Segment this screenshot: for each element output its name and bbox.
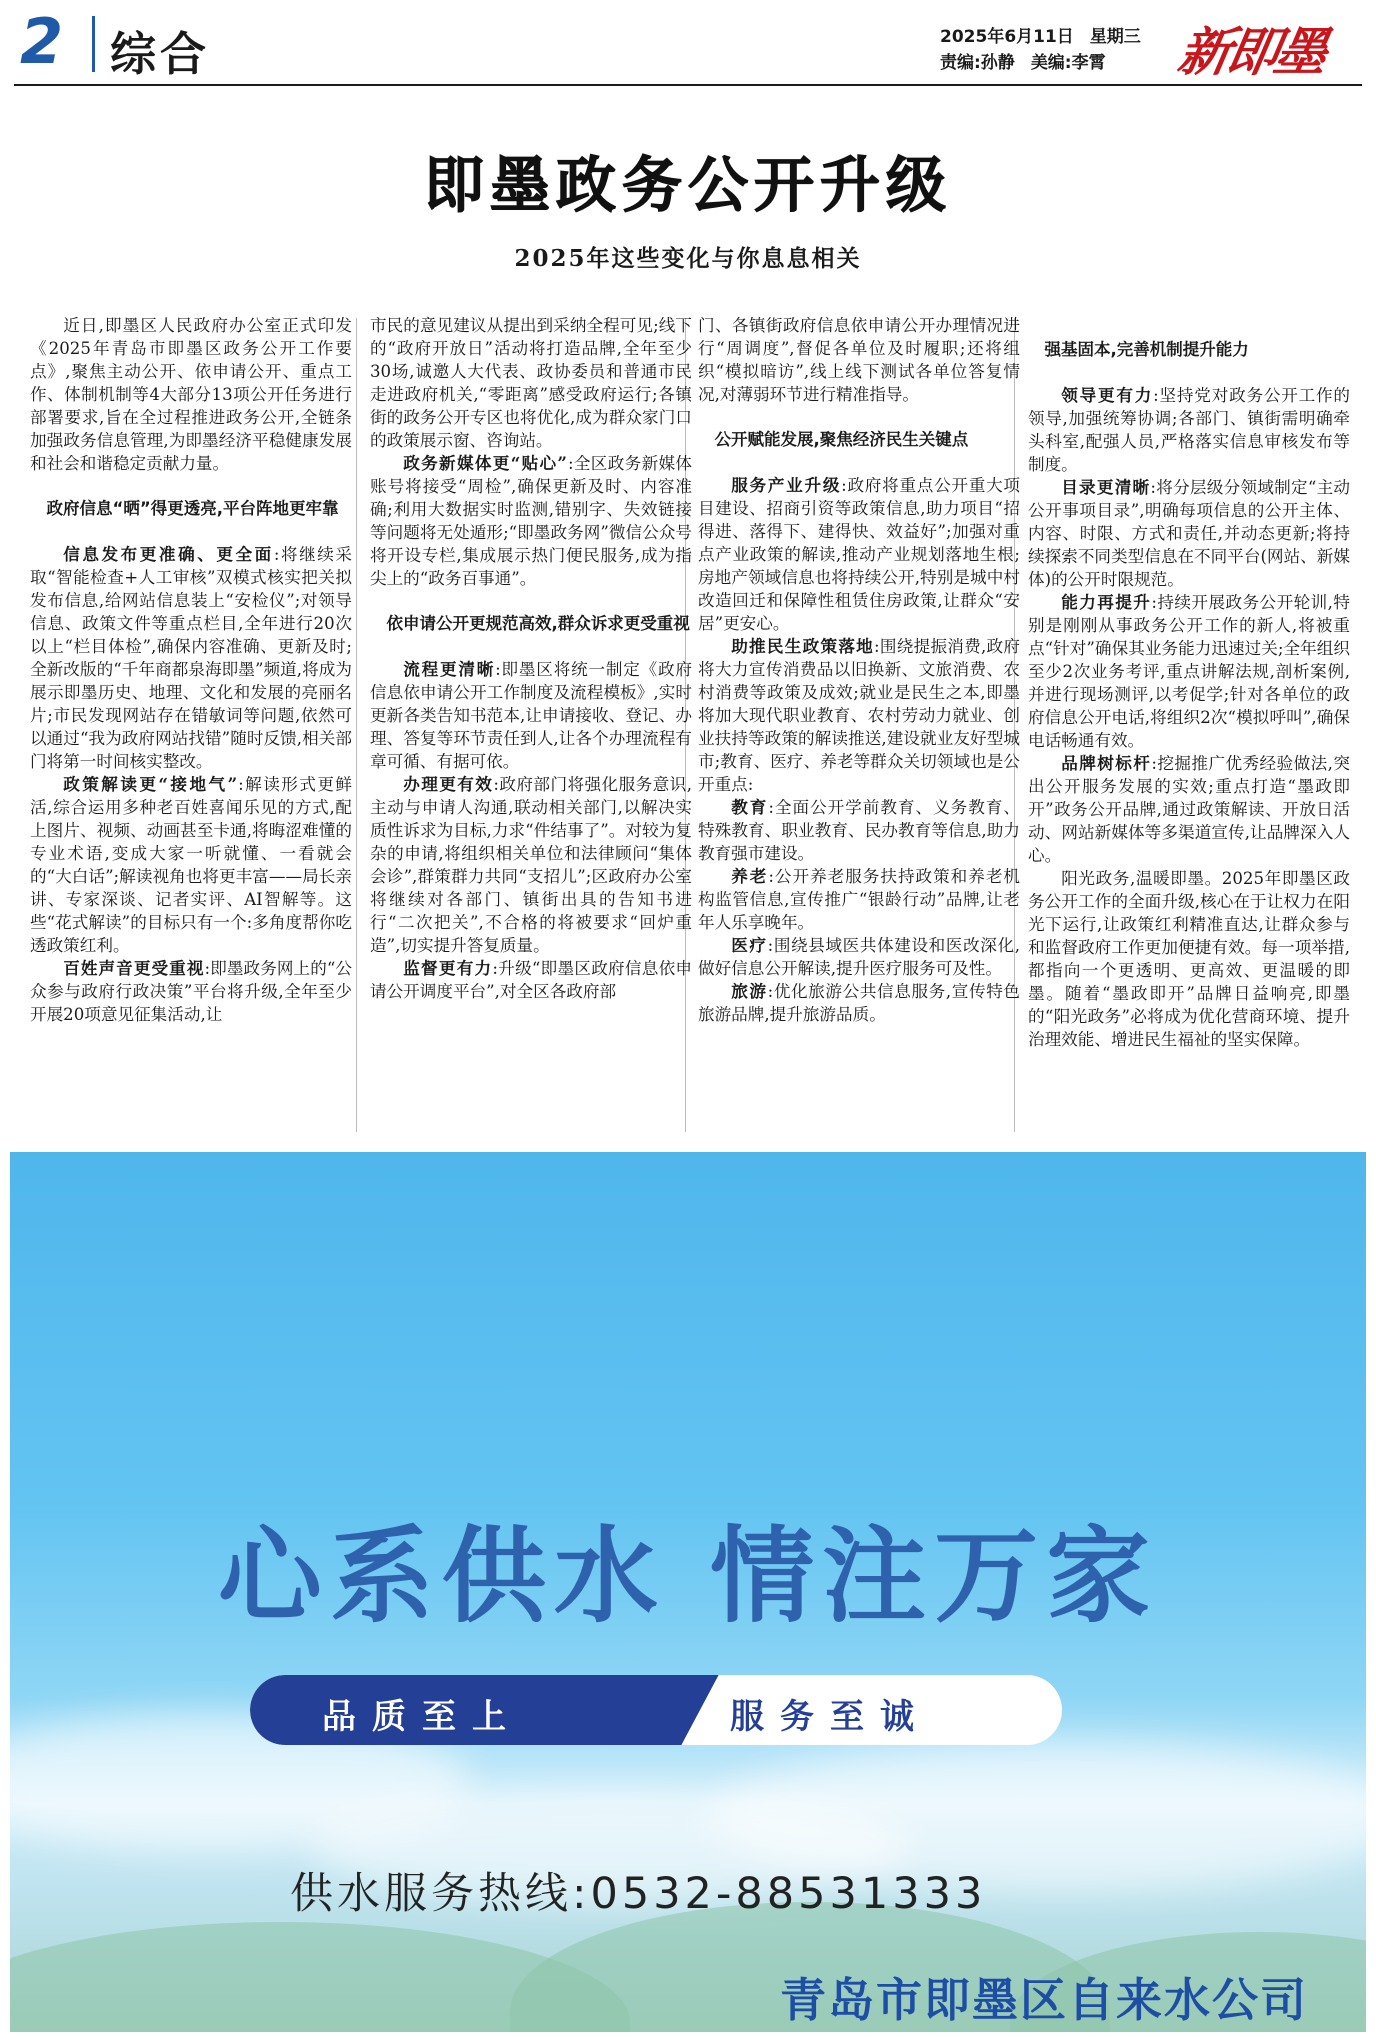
article-column-1 [30,314,352,1026]
paragraph [1028,591,1350,752]
paragraph-lead: 办理更有效 [403,774,494,794]
paragraph-text: :将分层级分领域制定“主动公开事项目录”,明确每项信息的公开主体、内容、时限、方式和责任,并动态更新;将持续探索不同类型信息在不同平台(网站、新媒体)的公开时限规范。 [1028,478,1350,589]
paragraph-lead: 领导更有力 [1061,385,1154,405]
paragraph-lead: 百姓声音更受重视 [63,958,205,978]
paragraph-lead: 监督更有力 [403,958,493,978]
art-editor: 美编:李霄 [1030,53,1106,73]
editor: 责编:孙静 [940,53,1015,73]
paragraph: 市民的意见建议从提出到采纳全程可见;线下的“政府开放日”活动将打造品牌,全年至少30场,诚邀人大代表、政协委员和普通市民走进政府机关,“零距离”感受政府运行;各镇街的政务公开专区也将优化,成为群众家门口的政策展示窗、咨询站。 [370,316,692,450]
paragraph-lead: 信息发布更准确、更全面 [63,544,274,564]
paragraph-lead: 能力再提升 [1061,592,1152,612]
paragraph [30,543,352,773]
service-hotline: 供水服务热线:0532-88531333 [290,1869,987,1919]
article-subheadline: 2025年这些变化与你息息相关 [514,245,862,272]
paragraph-lead: 流程更清晰 [403,659,496,679]
paragraph-text: :坚持党对政务公开工作的领导,加强统筹协调;各部门、镇街需明确牵头科室,配强人员,严格落实信息审核发布等制度。 [1028,386,1351,474]
section-heading: 依申请公开更规范高效,群众诉求更受重视 [386,614,690,633]
paragraph-text: :优化旅游公共信息服务,宣传特色旅游品牌,提升旅游品质。 [698,982,1020,1024]
article-body [16,314,1366,1140]
paragraph-lead: 政策解读更“接地气” [63,774,239,794]
paragraph-text: :围绕县域医共体建设和医改深化,做好信息公开解读,提升医疗服务可及性。 [698,936,1020,978]
paragraph [1028,384,1350,476]
paragraph-lead: 目录更清晰 [1061,477,1151,497]
issue-date-line [940,22,1157,47]
paragraph: 门、各镇街政府信息依申请公开办理情况进行“周调度”,督促各单位及时履职;还将组织“模拟暗访”,线上线下测试各单位答复情况,对薄弱环节进行精准指导。 [698,316,1020,404]
paragraph-lead: 品牌树标杆 [1061,753,1152,773]
paragraph-lead: 教育 [731,797,769,817]
issue-date: 2025年6月11日 [940,27,1074,47]
paragraph [370,957,692,1003]
article-headline: 即墨政务公开升级 [424,151,952,221]
paragraph-text: :升级“即墨区政府信息依申请公开调度平台”,对全区各政府部 [370,959,692,1001]
page-header [0,0,1376,88]
paragraph [698,635,1020,796]
section-heading: 公开赋能发展,聚焦经济民生关键点 [714,430,969,449]
paragraph: 近日,即墨区人民政府办公室正式印发《2025年青岛市即墨区政务公开工作要点》,聚焦主动公开、依申请公开、重点工作、体制机制等4大部分13项公开任务进行部署要求,旨在全过程推进政务公开,全链条加强政务信息管理,为即墨经济平稳健康发展和社会和谐稳定贡献力量。 [30,316,352,473]
article-column-2 [370,314,692,1003]
slogan-right: 服务至诚 [730,1697,930,1737]
water-company-advertisement [10,1152,1366,2032]
paragraph [698,865,1020,934]
paragraph-text: :即墨政务网上的“公众参与政府行政决策”平台将升级,全年至少开展20项意见征集活动,让 [30,959,353,1024]
paragraph-lead: 政务新媒体更“贴心” [403,453,568,473]
slogan-banner [250,1675,1062,1745]
paragraph-lead: 服务产业升级 [731,475,842,495]
paragraph [698,474,1020,635]
paragraph-text: :解读形式更鲜活,综合运用多种老百姓喜闻乐见的方式,配上图片、视频、动画甚至卡通,将晦涩难懂的专业术语,变成大家一听就懂、一看就会的“大白话”;解读视角也将更丰富——局长亲讲、专家深谈、记者实评、AI智解等。这些“花式解读”的目标只有一个:多角度帮你吃透政策红利。 [30,775,353,955]
paragraph [698,934,1020,980]
paragraph [370,658,692,773]
paragraph-text: :持续开展政务公开轮训,特别是刚刚从事政务公开工作的新人,将被重点“针对”确保其业务能力迅速过关;全年组织至少2次业务考评,重点讲解法规,剖析案例,并进行现场测评,以考促学;针对各单位的政府信息公开电话,将组织2次“模拟呼叫”,确保电话畅通有效。 [1028,593,1350,750]
slogan-left: 品质至上 [322,1697,522,1737]
paragraph-text: :将继续采取“智能检查+人工审核”双模式核实把关拟发布信息,给网站信息装上“安检仪”;对领导信息、政策文件等重点栏目,全年进行20次以上“栏目体检”,确保内容准确、更新及时;全新改版的“千年商都泉海即墨”频道,将成为展示即墨历史、地理、文化和发展的亮丽名片;市民发现网站存在错敏词等问题,依然可以通过“我为政府网站找错”随时反馈,相关部门将第一时间核实整改。 [30,545,353,771]
ad-title: 心系供水 情注万家 [217,1515,1159,1637]
paragraph-lead: 医疗 [731,935,768,955]
article-column-3 [698,314,1020,1026]
newspaper-masthead-logo: 新即墨 [1173,22,1329,83]
paragraph [1028,752,1350,867]
paragraph-lead: 助推民生政策落地 [731,636,875,656]
company-name: 青岛市即墨区自来水公司 [780,1973,1308,2027]
paragraph [1028,476,1350,591]
paragraph [698,796,1020,865]
section-heading: 政府信息“晒”得更透亮,平台阵地更牢靠 [46,499,339,518]
page-number: 2 [20,5,64,78]
paragraph-text: :政府将重点公开重大项目建设、招商引资等政策信息,助力项目“招得进、落得下、建得快、效益好”;加强对重点产业政策的解读,推动产业规划落地生根;房地产领域信息也将持续公开,特别是城中村改造回迁和保障性租赁住房政策,让群众“安居”更安心。 [698,476,1021,633]
paragraph-lead: 旅游 [731,981,768,1001]
paragraph-lead: 养老 [731,866,769,886]
paragraph [30,957,352,1026]
issue-weekday: 星期三 [1089,27,1141,47]
paragraph-text: :全面公开学前教育、义务教育、特殊教育、职业教育、民办教育等信息,助力教育强市建设。 [698,798,1020,863]
paragraph [370,773,692,957]
paragraph-text: :即墨区将统一制定《政府信息依申请公开工作制度及流程模板》,实时更新各类告知书范本,让申请接收、登记、办理、答复等环节责任到人,让各个办理流程有章可循、有据可依。 [370,660,693,771]
paragraph [698,980,1020,1026]
paragraph [370,452,692,590]
paragraph [30,773,352,957]
paragraph-text: :公开养老服务扶持政策和养老机构监管信息,宣传推广“银龄行动”品牌,让老年人乐享晚年。 [698,867,1020,932]
section-name: 综合 [110,27,210,81]
paragraph-text: :政府部门将强化服务意识,主动与申请人沟通,联动相关部门,以解决实质性诉求为目标,力求“件结事了”。对较为复杂的申请,将组织相关单位和法律顾问“集体会诊”,群策群力共同“支招儿”;区政府办公室将继续对各部门、镇街出具的告知书进行“二次把关”,不合格的将被要求“回炉重造”,切实提升答复质量。 [370,775,692,955]
paragraph-text: :全区政务新媒体账号将接受“周检”,确保更新及时、内容准确;利用大数据实时监测,错别字、失效链接等问题将无处遁形;“即墨政务网”微信公众号将开设专栏,集成展示热门便民服务,成为指尖上的“政务百事通”。 [370,454,692,588]
paragraph-text: :围绕提振消费,政府将大力宣传消费品以旧换新、文旅消费、农村消费等政策及成效;就业是民生之本,即墨将加大现代职业教育、农村劳动力就业、创业扶持等政策的解读推送,建设就业友好型城市;教育、医疗、养老等群众关切领域也是公开重点: [698,637,1020,794]
section-heading: 强基固本,完善机制提升能力 [1044,340,1249,359]
header-divider [92,16,95,72]
article-column-4 [1028,314,1350,1051]
paragraph-text: :挖掘推广优秀经验做法,突出公开服务发展的实效;重点打造“墨政即开”政务公开品牌,通过政策解读、开放日活动、网站新媒体等多渠道宣传,让品牌深入人心。 [1028,754,1350,865]
header-rule [14,84,1362,86]
editor-credits [940,48,1122,73]
paragraph: 阳光政务,温暖即墨。2025年即墨区政务公开工作的全面升级,核心在于让权力在阳光下运行,让政策红利精准直达,让群众参与和监督政府工作更加便捷有效。每一项举措,都指向一个更透明、更高效、更温暖的即墨。随着“墨政即开”品牌日益响亮,即墨的“阳光政务”必将成为优化营商环境、提升治理效能、增进民生福祉的坚实保障。 [1028,869,1350,1049]
